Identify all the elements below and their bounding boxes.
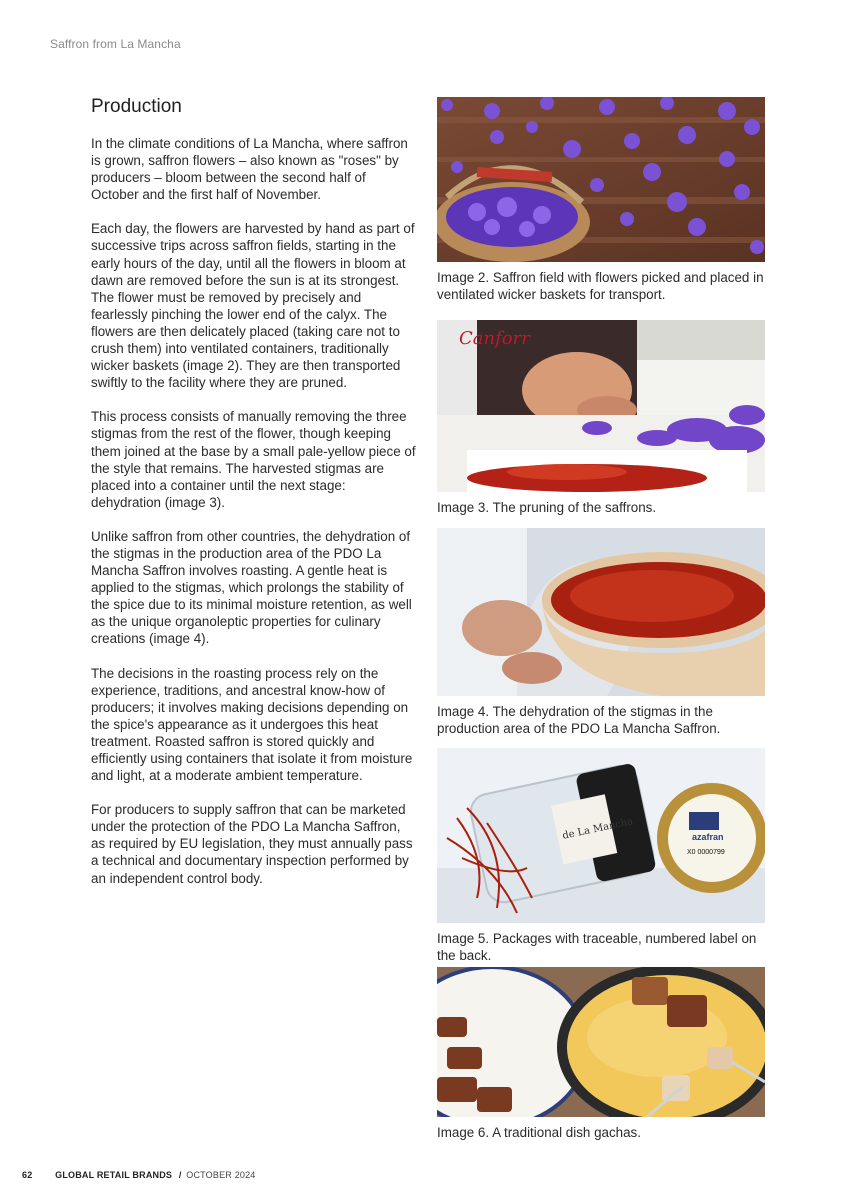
image-caption: Image 2. Saffron field with flowers picked and placed in ventilated wicker baskets for transport. [437,270,764,303]
page-footer [22,1170,256,1180]
running-head: Saffron from La Mancha [50,37,181,51]
publication-name: GLOBAL RETAIL BRANDS [55,1170,173,1180]
figure-image-3 [437,320,765,516]
figure-image-4 [437,528,765,737]
paragraph: The decisions in the roasting process rely on the experience, traditions, and ancestral know-how of producers; it involves making decisions depending on the spice's appearance as it undergoes this heat treatment. Roasted saffron is stored quickly and efficiently using containers that isolate it from moisture and light, at a moderate ambient temperature. [91,665,413,784]
lid-number-text: X0 0000799 [687,849,725,856]
paragraph: Each day, the flowers are harvested by hand as part of successive trips across saffron fields, starting in the early hours of the day, until all the flowers in bloom at dawn are removed before the sun is at its strongest. The flower must be removed by precisely and fearlessly pinching the lower end of the calyx. The flowers are then delicately placed (taking care not to crush them) into ventilated containers, traditionally wicker baskets (image 2). They are then transported swiftly to the facility where they are pruned. [91,221,415,391]
image-caption: Image 4. The dehydration of the stigmas in the production area of the PDO La Mancha Saffron. [437,704,721,737]
packages-photo [437,748,765,923]
figure-image-2 [437,97,765,303]
lid-brand-text: azafran [692,832,724,842]
paragraph: For producers to supply saffron that can be marketed under the protection of the PDO La Mancha Saffron, as required by EU legislation, they must annually pass a technical and documentary inspection performed by an independent control body. [91,802,413,886]
saffron-field-photo [437,97,765,262]
issue-date: OCTOBER 2024 [186,1170,256,1180]
gachas-dish-photo [437,967,765,1117]
apron-logo-text: Canforr [459,328,530,349]
figure-image-6 [437,967,765,1141]
pruning-photo [437,320,765,492]
figure-image-5 [437,748,765,964]
paragraph: Unlike saffron from other countries, the dehydration of the stigmas in the production area of the PDO La Mancha Saffron involves roasting. A gentle heat is applied to the stigmas, which prolongs the stability of the spice due to its minimal moisture retention, as well as the unique organoleptic properties for culinary creations (image 4). [91,528,412,647]
image-caption: Image 5. Packages with traceable, numbered label on the back. [437,931,757,964]
paragraph: In the climate conditions of La Mancha, where saffron is grown, saffron flowers – also known as "roses" by producers – bloom between the second half of October and the first half of November. [91,136,408,203]
article-body [91,96,416,904]
dehydration-photo [437,528,765,696]
footer-separator: / [178,1170,182,1180]
image-caption: Image 3. The pruning of the saffrons. [437,500,657,515]
jar-label-text: de La Mancha [561,816,635,842]
section-heading: Production [91,96,182,117]
paragraph: This process consists of manually removing the three stigmas from the rest of the flower, though keeping them joined at the base by a small pale-yellow piece of the style that remains. The harvested stigmas are placed into a container until the next stage: dehydration (image 3). [91,409,416,510]
page-number: 62 [22,1170,33,1180]
image-caption: Image 6. A traditional dish gachas. [437,1125,641,1140]
